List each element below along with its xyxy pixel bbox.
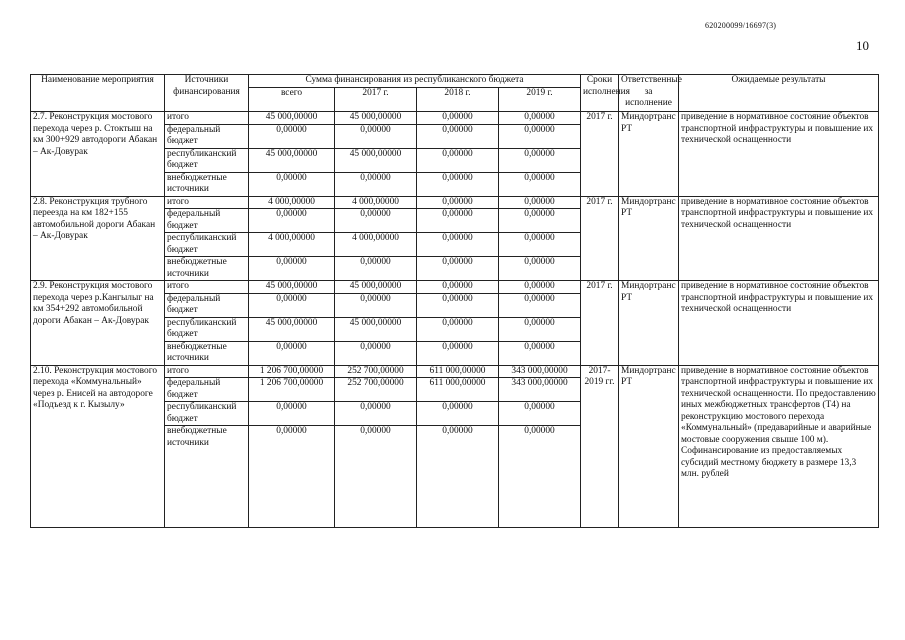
amount-2019: 0,00000	[499, 317, 581, 341]
amount-2018: 0,00000	[417, 426, 499, 528]
funding-source: федеральный бюджет	[165, 209, 249, 233]
header-results: Ожидаемые результаты	[679, 75, 879, 112]
amount-2018: 0,00000	[417, 148, 499, 172]
amount-2017: 0,00000	[335, 209, 417, 233]
execution-term: 2017-2019 гг.	[581, 365, 619, 528]
funding-source: республиканский бюджет	[165, 148, 249, 172]
header-2018: 2018 г.	[417, 88, 499, 112]
responsible-party: Миндортранс РТ	[619, 365, 679, 528]
table-row	[31, 196, 879, 209]
amount-2017: 0,00000	[335, 341, 417, 365]
amount-2017: 0,00000	[335, 172, 417, 196]
amount-total: 45 000,00000	[249, 112, 335, 125]
header-responsible: Ответственные за исполнение	[619, 75, 679, 112]
amount-2019: 0,00000	[499, 148, 581, 172]
amount-2018: 0,00000	[417, 402, 499, 426]
page-number: 10	[856, 38, 869, 53]
amount-2017: 45 000,00000	[335, 281, 417, 294]
amount-total: 45 000,00000	[249, 281, 335, 294]
amount-2017: 45 000,00000	[335, 317, 417, 341]
activity-name: 2.9. Реконструкция мостового перехода через р.Кангылыг на км 354+292 автомобильной дороги Абакан – Ак-Довурак	[31, 281, 165, 366]
funding-source: федеральный бюджет	[165, 293, 249, 317]
header-total: всего	[249, 88, 335, 112]
expected-result: приведение в нормативное состояние объектов транспортной инфраструктуры и повышение их технической оснащенности. По предоставлению иных межбюджетных трансфертов (Т4) на реконструкцию мостового перехода «Коммунальный» (предаварийные и аварийные мостовые сооружения свыше 100 м). Софинансирование из предоставляемых субсидий местному бюджету в размере 13,3 млн. рублей	[679, 365, 879, 528]
expected-result: приведение в нормативное состояние объектов транспортной инфраструктуры и повышение их технической оснащенности	[679, 281, 879, 366]
amount-2018: 0,00000	[417, 209, 499, 233]
execution-term: 2017 г.	[581, 196, 619, 281]
funding-source: республиканский бюджет	[165, 233, 249, 257]
amount-2019: 0,00000	[499, 209, 581, 233]
funding-source: итого	[165, 281, 249, 294]
amount-2017: 0,00000	[335, 426, 417, 528]
amount-2017: 252 700,00000	[335, 378, 417, 402]
funding-source: внебюджетные источники	[165, 341, 249, 365]
amount-total: 0,00000	[249, 124, 335, 148]
amount-2018: 0,00000	[417, 341, 499, 365]
amount-2019: 0,00000	[499, 257, 581, 281]
amount-2017: 4 000,00000	[335, 196, 417, 209]
funding-source: республиканский бюджет	[165, 402, 249, 426]
document-number: 620200099/16697(3)	[705, 21, 777, 30]
header-name: Наименование мероприятия	[31, 75, 165, 112]
responsible-party: Миндортранс РТ	[619, 196, 679, 281]
table-row	[31, 365, 879, 378]
amount-total: 1 206 700,00000	[249, 378, 335, 402]
execution-term: 2017 г.	[581, 112, 619, 197]
amount-2018: 0,00000	[417, 317, 499, 341]
responsible-party: Миндортранс РТ	[619, 112, 679, 197]
funding-source: внебюджетные источники	[165, 172, 249, 196]
amount-2017: 45 000,00000	[335, 112, 417, 125]
amount-2017: 4 000,00000	[335, 233, 417, 257]
amount-2018: 0,00000	[417, 281, 499, 294]
amount-2017: 252 700,00000	[335, 365, 417, 378]
funding-source: федеральный бюджет	[165, 124, 249, 148]
funding-source: итого	[165, 112, 249, 125]
amount-2019: 343 000,00000	[499, 365, 581, 378]
funding-source: итого	[165, 196, 249, 209]
table-row	[31, 281, 879, 294]
amount-total: 0,00000	[249, 293, 335, 317]
activity-name: 2.8. Реконструкция трубного переезда на км 182+155 автомобильной дороги Абакан – Ак-Довурак	[31, 196, 165, 281]
amount-2018: 0,00000	[417, 124, 499, 148]
funding-source: внебюджетные источники	[165, 257, 249, 281]
activity-name: 2.10. Реконструкция мостового перехода «Коммунальный» через р. Енисей на автодороге «Подъезд к г. Кызылу»	[31, 365, 165, 528]
amount-2019: 0,00000	[499, 233, 581, 257]
amount-2019: 0,00000	[499, 124, 581, 148]
funding-source: республиканский бюджет	[165, 317, 249, 341]
amount-2019: 0,00000	[499, 426, 581, 528]
amount-2017: 45 000,00000	[335, 148, 417, 172]
amount-2019: 0,00000	[499, 281, 581, 294]
table-row	[31, 112, 879, 125]
header-terms: Сроки исполнения	[581, 75, 619, 112]
header-2019: 2019 г.	[499, 88, 581, 112]
execution-term: 2017 г.	[581, 281, 619, 366]
amount-2019: 0,00000	[499, 293, 581, 317]
amount-total: 0,00000	[249, 426, 335, 528]
amount-2019: 343 000,00000	[499, 378, 581, 402]
amount-2017: 0,00000	[335, 293, 417, 317]
amount-2019: 0,00000	[499, 341, 581, 365]
amount-2018: 0,00000	[417, 112, 499, 125]
amount-2018: 611 000,00000	[417, 365, 499, 378]
funding-source: федеральный бюджет	[165, 378, 249, 402]
amount-total: 0,00000	[249, 402, 335, 426]
amount-total: 45 000,00000	[249, 317, 335, 341]
activity-name: 2.7. Реконструкция мостового перехода через р. Стоктыш на км 300+929 автодороги Абакан – Ак-Довурак	[31, 112, 165, 197]
funding-source: итого	[165, 365, 249, 378]
amount-2017: 0,00000	[335, 124, 417, 148]
amount-2019: 0,00000	[499, 112, 581, 125]
amount-2019: 0,00000	[499, 196, 581, 209]
amount-2019: 0,00000	[499, 172, 581, 196]
amount-total: 45 000,00000	[249, 148, 335, 172]
amount-2017: 0,00000	[335, 402, 417, 426]
funding-source: внебюджетные источники	[165, 426, 249, 528]
amount-2018: 0,00000	[417, 257, 499, 281]
expected-result: приведение в нормативное состояние объектов транспортной инфраструктуры и повышение их технической оснащенности	[679, 196, 879, 281]
expected-result: приведение в нормативное состояние объектов транспортной инфраструктуры и повышение их технической оснащенности	[679, 112, 879, 197]
amount-2018: 0,00000	[417, 172, 499, 196]
amount-total: 1 206 700,00000	[249, 365, 335, 378]
responsible-party: Миндортранс РТ	[619, 281, 679, 366]
amount-2018: 0,00000	[417, 196, 499, 209]
amount-total: 0,00000	[249, 209, 335, 233]
amount-2018: 0,00000	[417, 293, 499, 317]
amount-total: 0,00000	[249, 172, 335, 196]
amount-2019: 0,00000	[499, 402, 581, 426]
amount-2017: 0,00000	[335, 257, 417, 281]
financing-table	[30, 74, 879, 528]
amount-total: 0,00000	[249, 257, 335, 281]
header-sources: Источники финансирования	[165, 75, 249, 112]
amount-2018: 611 000,00000	[417, 378, 499, 402]
header-2017: 2017 г.	[335, 88, 417, 112]
header-sum-group: Сумма финансирования из республиканского бюджета	[249, 75, 581, 88]
amount-total: 4 000,00000	[249, 233, 335, 257]
amount-2018: 0,00000	[417, 233, 499, 257]
amount-total: 0,00000	[249, 341, 335, 365]
amount-total: 4 000,00000	[249, 196, 335, 209]
